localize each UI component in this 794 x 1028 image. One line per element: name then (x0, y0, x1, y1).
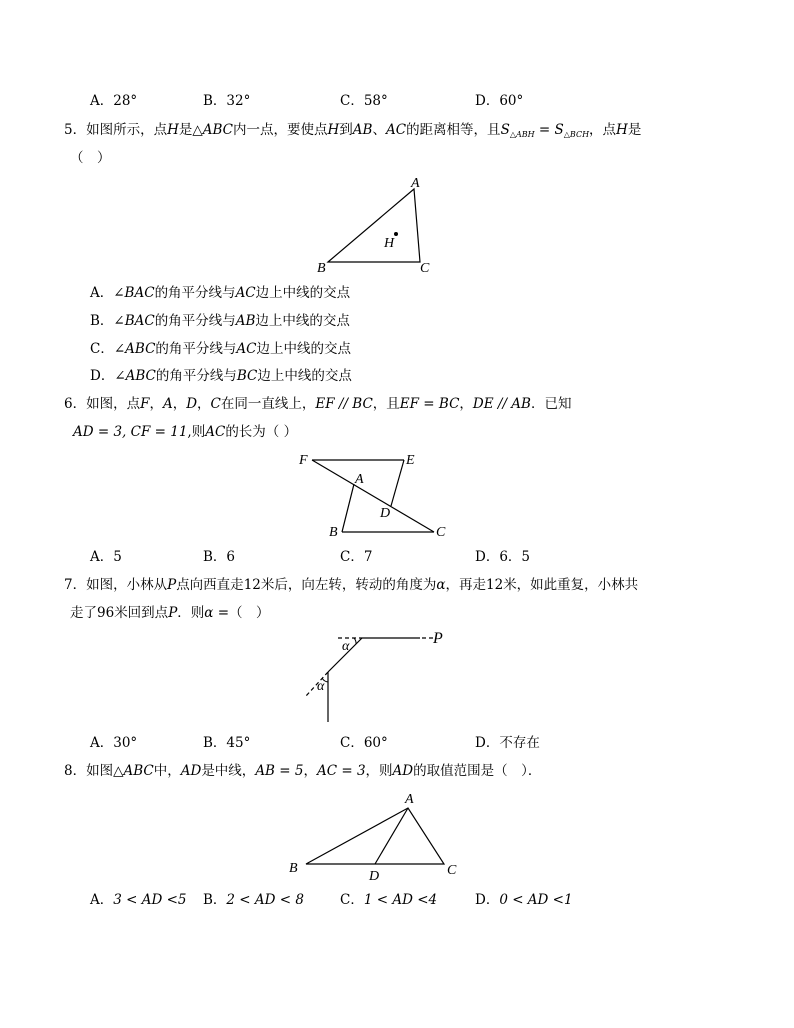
q6-segment-ab (342, 484, 354, 532)
q6-label-a: A (355, 472, 364, 487)
q7-option-d: D．不存在 (475, 735, 540, 751)
q4-option-c: C．58° (340, 93, 388, 109)
q7-stem-line1: 7．如图，小林从P点向西直走12米后，向左转，转动的角度为α，再走12米，如此重复，小林共 (64, 577, 639, 593)
q5-option-a: A．∠BAC的角平分线与AC边上中线的交点 (90, 285, 351, 301)
q7-label-p: P (433, 630, 443, 647)
q4-option-d: D．60° (475, 93, 524, 109)
q8-option-b: B．2 < AD < 8 (203, 892, 304, 908)
q7-option-b: B．45° (203, 735, 251, 751)
q8-figure (284, 788, 474, 883)
q5-label-a: A (411, 176, 420, 191)
q6-label-b: B (329, 525, 338, 540)
q5-point-h (394, 232, 398, 236)
q8-option-a: A．3 < AD <5 (90, 892, 187, 908)
q6-stem-line2: AD = 3, CF = 11,则AC的长为（ ） (73, 424, 298, 440)
q6-stem-line1: 6．如图，点F，A，D，C在同一直线上，EF // BC，且EF = BC，DE // AB．已知 (64, 396, 572, 412)
q7-angle-arc-1 (354, 638, 356, 644)
q5-stem-line2: （ ） (70, 150, 111, 166)
q6-option-d: D．6．5 (475, 549, 531, 565)
q4-option-a: A．28° (90, 93, 138, 109)
q5-stem-line1: 5．如图所示，点H是△ABC内一点，要使点H到AB、AC的距离相等，且$S_{\triangle ABH} = S_{\triangle BCH}$，点H是 (64, 122, 642, 139)
q5-option-b: B．∠BAC的角平分线与AB边上中线的交点 (90, 313, 350, 329)
q6-label-d: D (380, 506, 391, 521)
q8-label-d: D (369, 869, 380, 884)
q8-option-c: C．1 < AD <4 (340, 892, 438, 908)
q6-label-c: C (436, 525, 446, 540)
q6-option-c: C．7 (340, 549, 373, 565)
q8-stem-line1: 8．如图△ABC中，AD是中线，AB = 5，AC = 3，则AD的取值范围是（ ）． (64, 763, 542, 779)
q6-segment-ed (391, 460, 404, 506)
q8-label-a: A (405, 792, 414, 807)
q7-label-alpha-2: α (317, 679, 325, 694)
q8-triangle (306, 808, 444, 864)
q5-label-h: H (384, 236, 395, 251)
q5-label-c: C (420, 261, 430, 276)
q5-figure (310, 172, 450, 277)
q6-label-e: E (406, 453, 415, 468)
q7-label-alpha-1: α (342, 639, 350, 654)
q6-option-b: B．6 (203, 549, 236, 565)
q7-stem-line2: 走了96米回到点P．则α =（ ） (70, 605, 270, 621)
q5-option-d: D．∠ABC的角平分线与BC边上中线的交点 (90, 368, 352, 384)
q6-option-a: A．5 (90, 549, 122, 565)
q6-figure (296, 448, 456, 543)
q7-option-a: A．30° (90, 735, 138, 751)
q7-option-c: C．60° (340, 735, 388, 751)
q8-label-c: C (447, 863, 457, 878)
q4-option-b: B．32° (203, 93, 251, 109)
q7-figure (296, 628, 466, 728)
q5-triangle (328, 189, 420, 262)
q8-label-b: B (289, 861, 298, 876)
q6-segment-fc (312, 460, 434, 532)
q5-label-b: B (317, 261, 326, 276)
q6-label-f: F (299, 453, 308, 468)
q8-option-d: D．0 < AD <1 (475, 892, 573, 908)
q5-option-c: C．∠ABC的角平分线与AC边上中线的交点 (90, 341, 351, 357)
